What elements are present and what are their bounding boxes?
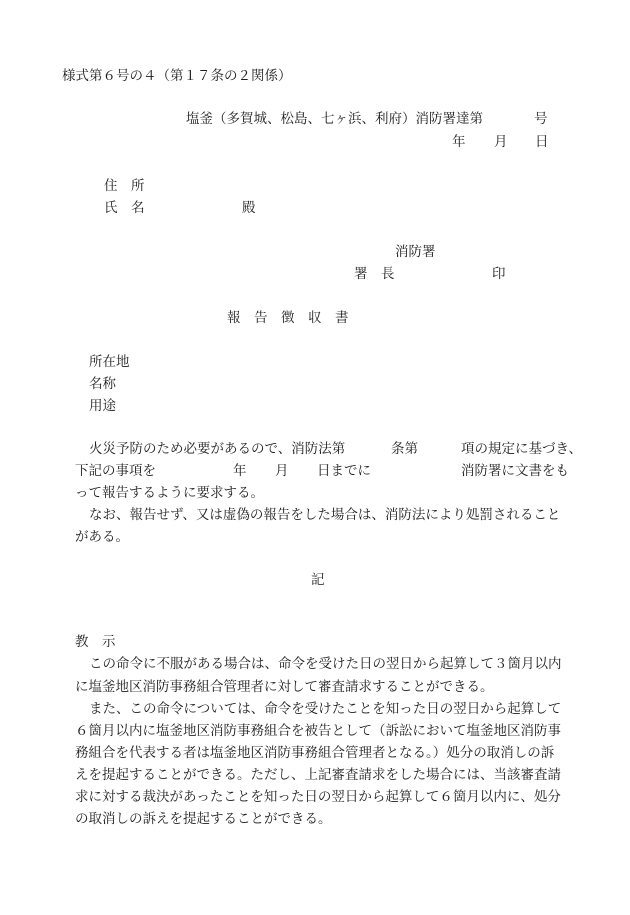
date-month-label: 月 [494,134,508,150]
addressee-name-label: 氏 名 [104,200,145,216]
notice-number-suffix: 号 [534,111,548,127]
date-year-label: 年 [452,134,466,150]
body-p1-line1-c: 項の規定に基づき、 [461,441,582,457]
issuer-station-label: 消防署 [395,244,436,260]
date-day-label: 日 [535,134,549,150]
body-p1-line2-year: 年 [233,463,247,479]
body-p2-line1: なお、報告せず、又は虚偽の報告をした場合は、消防法により処罰されること [89,507,561,523]
body-p1-line2-station: 消防署に文書をも [461,463,569,479]
body-p1-line1-b: 条第 [391,441,418,457]
ki-label: 記 [311,572,325,588]
instruction-line: また、この命令については、命令を受けたことを知った日の翌日から起算して [89,701,562,717]
document-title: 報 告 徴 収 書 [227,310,349,326]
issuer-seal-label: 印 [492,266,506,282]
body-p1-line3: って報告するように要求する。 [75,485,264,501]
body-p1-line1-a: 火災予防のため必要があるので、消防法第 [89,441,346,457]
body-p1-line2-month: 月 [275,463,289,479]
instruction-line: に塩釜地区消防事務組合管理者に対して審査請求することができる。 [75,679,494,695]
addressee-honorific: 殿 [242,200,256,216]
body-p1-line2-deadline: 日までに [317,463,371,479]
instruction-heading: 教 示 [75,634,116,650]
issuer-chief-label: 署 長 [354,266,395,282]
instruction-line: の取消しの訴えを提起することができる。 [75,811,332,827]
instruction-line: 求に対する裁決があったことを知った日の翌日から起算して６箇月以内に、処分 [75,789,561,805]
instruction-line: この命令に不服がある場合は、命令を受けた日の翌日から起算して３箇月以内 [89,656,562,672]
instruction-line: ６箇月以内に塩釜地区消防事務組合を被告として（訴訟において塩釜地区消防事 [75,723,561,739]
body-p2-line2: がある。 [75,529,129,545]
form-label: 様式第６号の４（第１７条の２関係） [62,68,292,84]
target-name-label: 名称 [89,376,116,392]
notice-number-prefix: 塩釜（多賀城、松島、七ヶ浜、利府）消防署達第 [186,111,483,127]
addressee-address-label: 住 所 [104,178,145,194]
body-p1-line2-a: 下記の事項を [75,463,156,479]
target-usage-label: 用途 [89,398,116,414]
instruction-line: えを提起することができる。ただし、上記審査請求をした場合には、当該審査請 [75,767,561,783]
instruction-line: 務組合を代表する者は塩釜地区消防事務組合管理者となる。）処分の取消しの訴 [75,745,555,761]
target-location-label: 所在地 [89,354,130,370]
